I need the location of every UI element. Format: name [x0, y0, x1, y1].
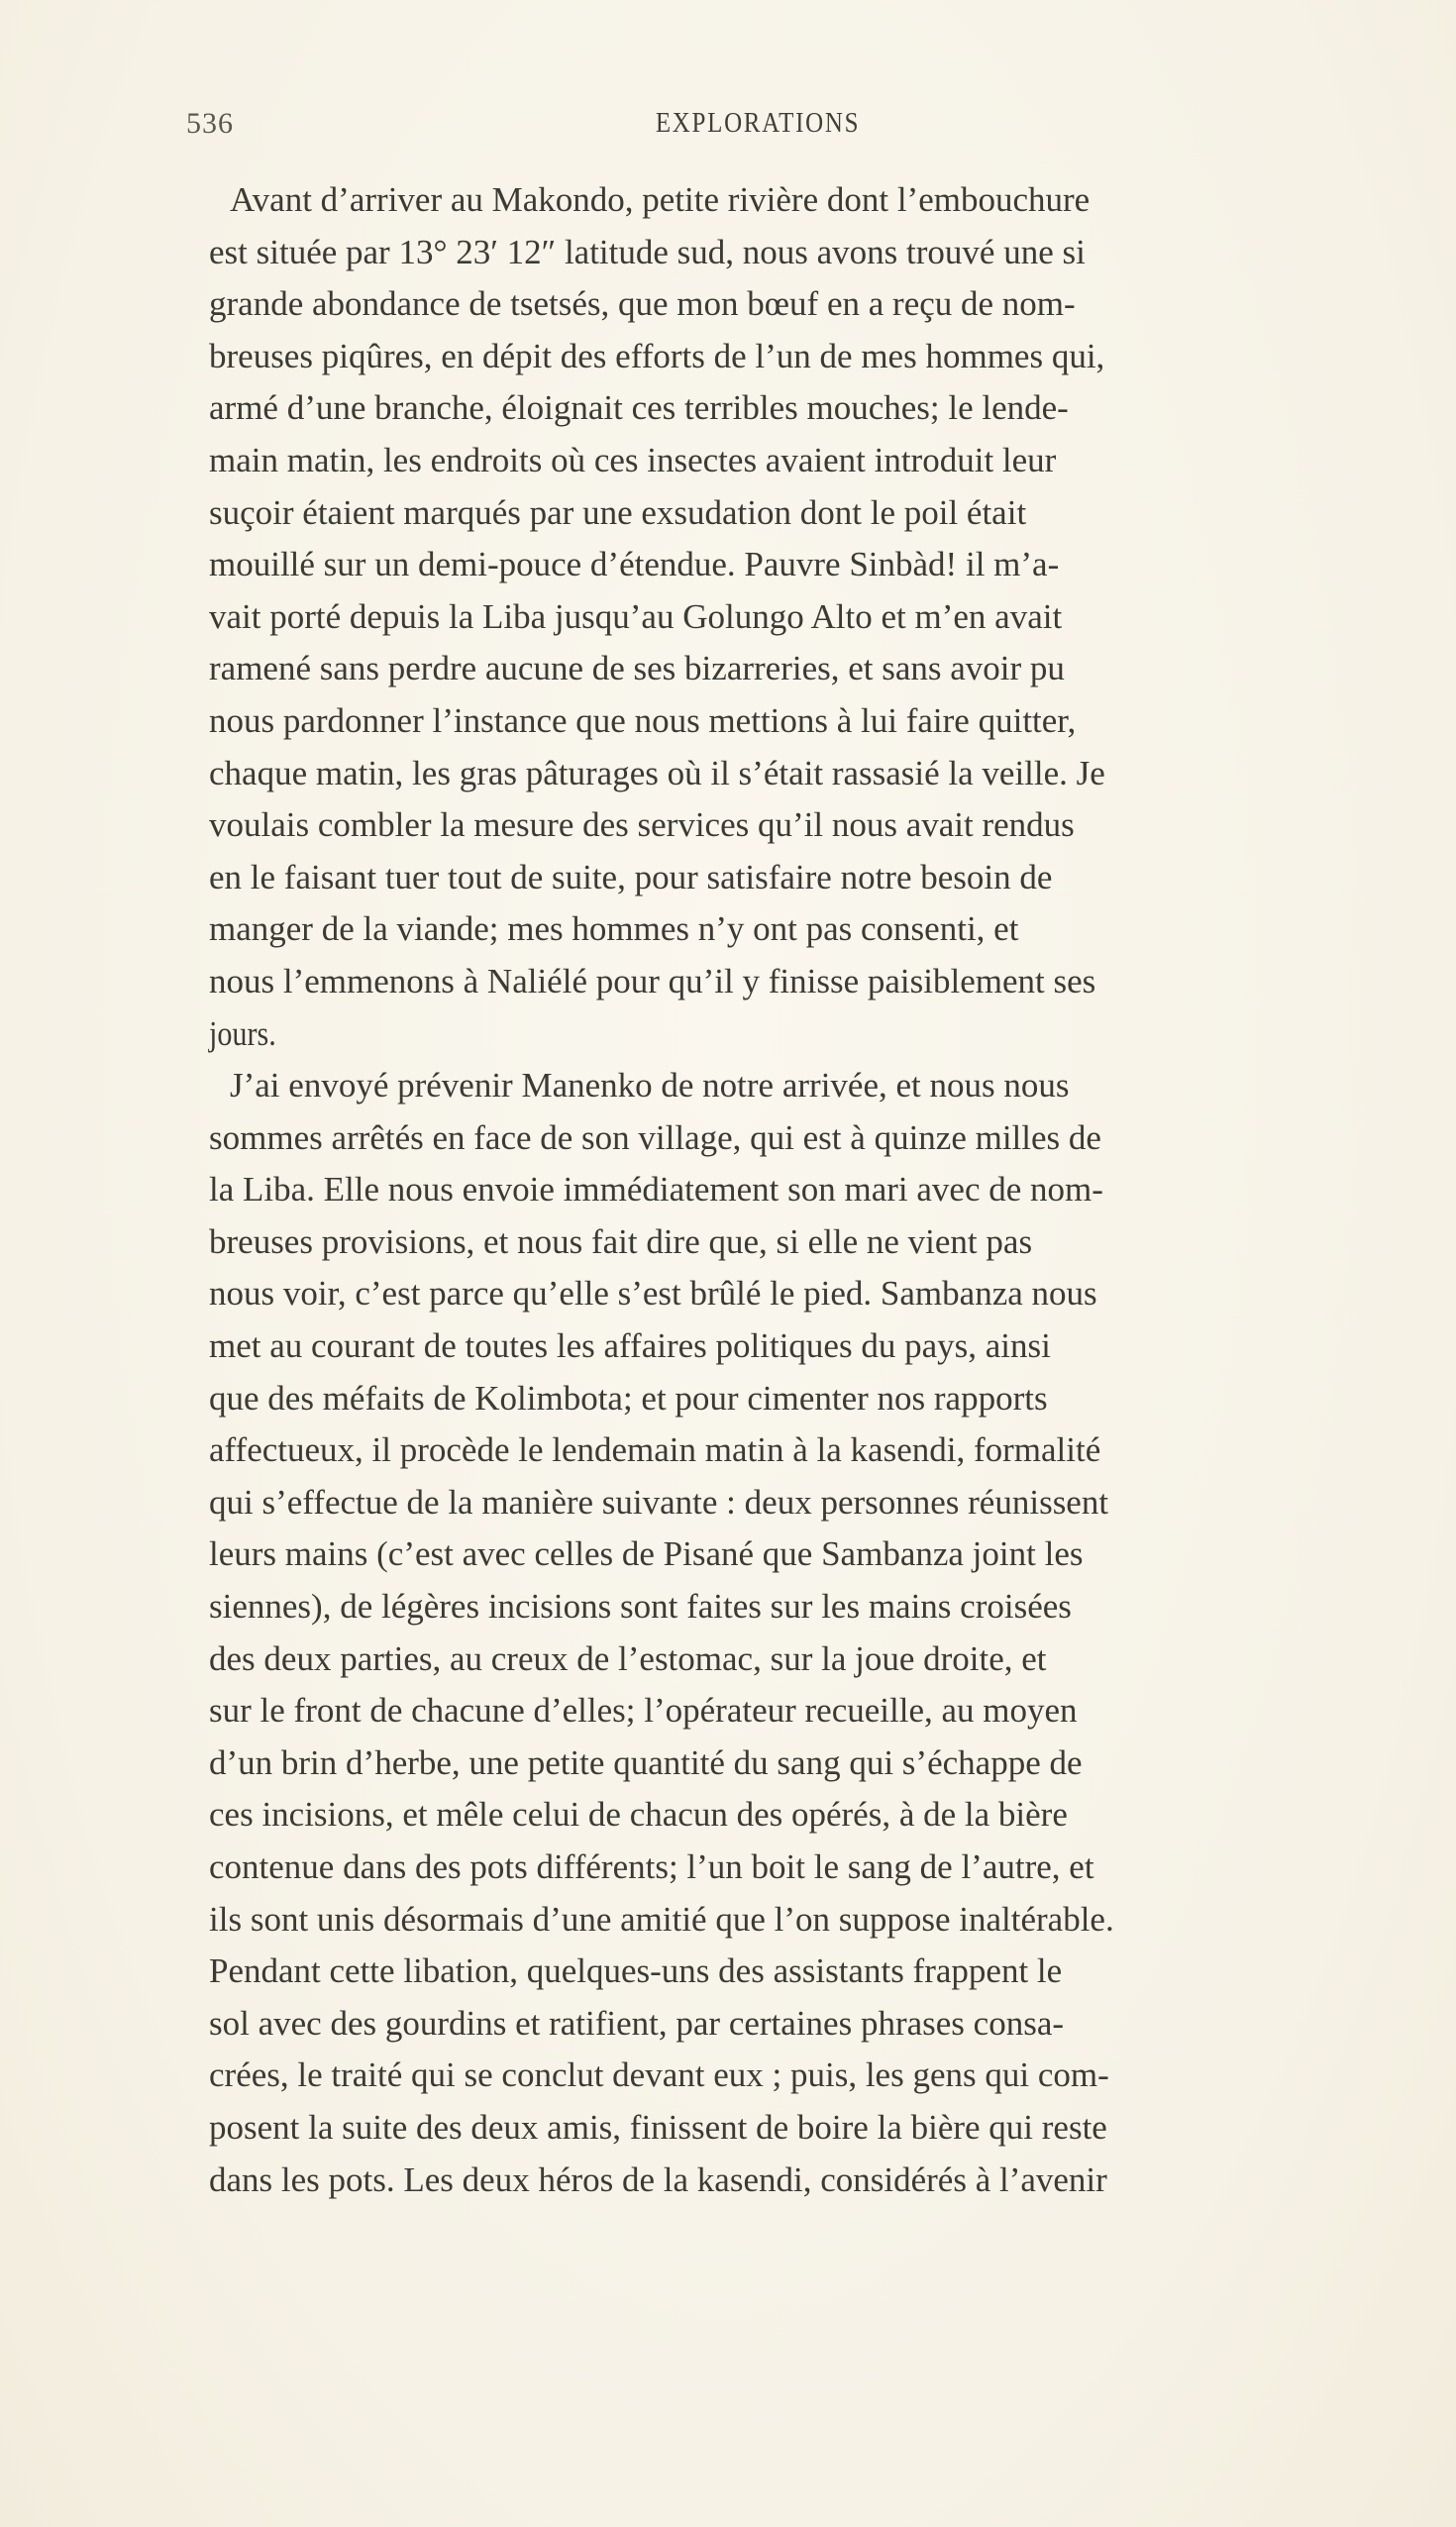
text-line: la Liba. Elle nous envoie immédiatement son mari avec de nom-: [209, 1170, 1103, 1210]
page-number: 536: [186, 107, 234, 140]
text-line: Pendant cette libation, quelques-uns des assistants frappent le: [209, 1951, 1063, 1991]
text-line: qui s’effectue de la manière suivante : deux personnes réunissent: [209, 1482, 1109, 1522]
running-head: [188, 107, 1327, 151]
text-line: est située par 13° 23′ 12″ latitude sud, nous avons trouvé une si: [209, 232, 1086, 271]
text-line: jours.: [209, 1013, 276, 1053]
text-line: dans les pots. Les deux héros de la kasendi, considérés à l’avenir: [209, 2159, 1107, 2199]
text-line: J’ai envoyé prévenir Manenko de notre arrivée, et nous nous: [230, 1066, 1070, 1106]
text-line: des deux parties, au creux de l’estomac, sur la joue droite, et: [209, 1638, 1047, 1678]
text-line: voulais combler la mesure des services qu’il nous avait rendus: [209, 805, 1075, 845]
text-line: en le faisant tuer tout de suite, pour satisfaire notre besoin de: [209, 857, 1053, 896]
running-title: EXPLORATIONS: [655, 107, 861, 139]
text-line: ces incisions, et mêle celui de chacun des opérés, à de la bière: [209, 1795, 1068, 1835]
text-line: sur le front de chacune d’elles; l’opérateur recueille, au moyen: [209, 1691, 1078, 1731]
text-line: suçoir étaient marqués par une exsudation dont le poil était: [209, 492, 1027, 532]
body-text: [209, 174, 1299, 2206]
text-line: posent la suite des deux amis, finissent de boire la bière qui reste: [209, 2107, 1107, 2147]
text-line: manger de la viande; mes hommes n’y ont pas consenti, et: [209, 909, 1019, 949]
text-line: breuses provisions, et nous fait dire que, si elle ne vient pas: [209, 1221, 1033, 1261]
paragraph-2: [209, 1060, 1299, 2206]
text-line: d’un brin d’herbe, une petite quantité du sang qui s’échappe de: [209, 1742, 1083, 1782]
text-line: grande abondance de tsetsés, que mon bœuf en a reçu de nom-: [209, 284, 1076, 324]
text-line: breuses piqûres, en dépit des efforts de l’un de mes hommes qui,: [209, 336, 1105, 375]
text-line: nous l’emmenons à Naliélé pour qu’il y finisse paisiblement ses: [209, 961, 1096, 1000]
text-line: siennes), de légères incisions sont faites sur les mains croisées: [209, 1587, 1072, 1627]
text-line: ramené sans perdre aucune de ses bizarreries, et sans avoir pu: [209, 649, 1065, 688]
text-line: nous voir, c’est parce qu’elle s’est brûlé le pied. Sambanza nous: [209, 1274, 1097, 1314]
text-line: affectueux, il procède le lendemain matin à la kasendi, formalité: [209, 1430, 1101, 1470]
text-line: chaque matin, les gras pâturages où il s’était rassasié la veille. Je: [209, 753, 1105, 792]
text-line: que des méfaits de Kolimbota; et pour cimenter nos rapports: [209, 1378, 1048, 1418]
text-line: Avant d’arriver au Makondo, petite rivière dont l’embouchure: [230, 180, 1091, 219]
text-line: leurs mains (c’est avec celles de Pisané que Sambanza joint les: [209, 1534, 1084, 1574]
text-line: mouillé sur un demi-pouce d’étendue. Pauvre Sinbàd! il m’a-: [209, 545, 1060, 584]
text-line: ils sont unis désormais d’une amitié que l’on suppose inaltérable.: [209, 1899, 1114, 1939]
text-line: armé d’une branche, éloignait ces terribles mouches; le lende-: [209, 388, 1069, 428]
text-line: nous pardonner l’instance que nous mettions à lui faire quitter,: [209, 700, 1077, 740]
paragraph-1: [209, 174, 1299, 1060]
text-line: crées, le traité qui se conclut devant eux ; puis, les gens qui com-: [209, 2055, 1109, 2095]
text-line: vait porté depuis la Liba jusqu’au Golungo Alto et m’en avait: [209, 596, 1063, 636]
text-line: main matin, les endroits où ces insectes avaient introduit leur: [209, 440, 1057, 479]
text-line: sol avec des gourdins et ratifient, par certaines phrases consa-: [209, 2003, 1065, 2043]
text-line: met au courant de toutes les affaires politiques du pays, ainsi: [209, 1326, 1051, 1366]
text-line: sommes arrêtés en face de son village, qui est à quinze milles de: [209, 1117, 1101, 1157]
text-line: contenue dans des pots différents; l’un boit le sang de l’autre, et: [209, 1847, 1094, 1886]
